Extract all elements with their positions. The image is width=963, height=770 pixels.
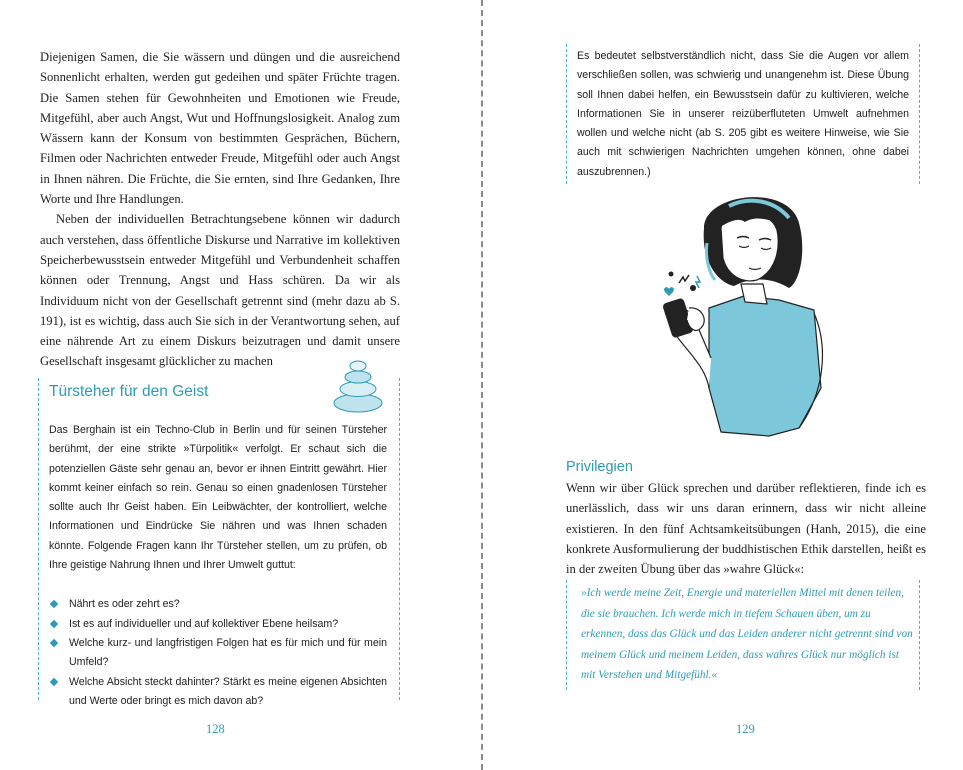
diamond-bullet-icon bbox=[50, 677, 58, 685]
list-item: Welche kurz- und langfristigen Folgen hat es für mich und für mein Umfeld? bbox=[49, 634, 387, 673]
quote-text: »Ich werde meine Zeit, Energie und materiellen Mittel mit denen teilen, die sie brauchen. Ich werde mich in tiefem Schauen üben, um zu erkennen, dass das Glück und das Leiden anderer nicht getrennt sind von meinem Glück und meinem Leiden, dass wahres Glück nur möglich ist mit Verstehen und Mitgefühl.« bbox=[581, 587, 913, 682]
box-paragraph: Das Berghain ist ein Techno-Club in Berlin und für seinen Türsteher berühmt, der eine strikte »Türpolitik« verfolgt. Er schaut sich die potenziellen Gäste sehr genau an, bevor er ihnen Eintritt gewährt. Hier kommt keiner einfach so rein. Genau so einen gnadenlosen Türsteher sollte auch Ihr Geist haben. Ein Leibwächter, der kontrolliert, welche Informationen und Eindrücke Sie nähren und was Ihnen schaden könnte. Folgende Fragen kann Ihr Türsteher stellen, um zu prüfen, ob Ihre geistige Nahrung Ihnen und Ihrer Umwelt guttut: bbox=[49, 424, 387, 572]
list-item: Ist es auf individueller und auf kollektiver Ebene heilsam? bbox=[49, 615, 387, 634]
page-number: 128 bbox=[206, 722, 225, 736]
section-heading: Privilegien bbox=[566, 459, 633, 475]
diamond-bullet-icon bbox=[50, 619, 58, 627]
page-divider bbox=[481, 0, 483, 770]
box-title: Türsteher für den Geist bbox=[49, 383, 209, 400]
info-box-continued bbox=[566, 44, 920, 184]
paragraph: Diejenigen Samen, die Sie wässern und düngen und die ausreichend Sonnenlicht erhalten, werden gut gedeihen und später Früchte tragen. Die Samen stehen für Gewohnheiten und Emotionen wie Freude, Mitgefühl, aber auch Angst, Wut und Hoffnungslosigkeit. Analog zum Wässern kann der Konsum von bestimmten Gesprächen, Büchern, Filmen oder Nachrichten entweder Freude, Mitgefühl oder auch Angst in Ihnen nähren. Die Früchte, die Sie ernten, sind Ihre Gedanken, Ihre Worte und Ihre Handlungen. bbox=[40, 50, 400, 207]
left-page bbox=[0, 0, 478, 770]
paragraph: Neben der individuellen Betrachtungsebene können wir dadurch auch verstehen, dass öffentliche Diskurse und Narrative im kollektiven Speicherbewusstsein entweder Mitgefühl und Verbundenheit schaffen können oder Trennung, Angst und Hass schüren. Da wir als Individuum nicht von der Gesellschaft getrennt sind (mehr dazu ab S. 191), ist es wichtig, dass auch Sie sich in der Verantwortung sehen, auf eine nährende Art zu einem Diskurs beizutragen und damit unsere Gesellschaft insgesamt glücklicher zu machen bbox=[40, 212, 400, 369]
left-body-text bbox=[40, 47, 400, 372]
box-text: Es bedeutet selbstverständlich nicht, dass Sie die Augen vor allem verschließen sollen, was schwierig und unangenehm ist. Diese Übung soll Ihnen dabei helfen, ein Bewusstsein dafür zu kultivieren, welche Informationen Sie in unserer reizüberfluteten Umwelt aufnehmen wollen und welche nicht (ab S. 205 gibt es weitere Hinweise, wie Sie auch mit schwierigen Nachrichten umgehen können, ohne dabei auszubrennen.) bbox=[577, 50, 909, 178]
page-number: 129 bbox=[736, 722, 755, 736]
paragraph: Wenn wir über Glück sprechen und darüber reflektieren, finde ich es unerlässlich, dass wir uns daran erinnern, dass wir nicht alleine existieren. In den fünf Achtsamkeitsübungen (Hanh, 2015), die eine konkrete Ausformulierung der buddhistischen Ethik darstellen, heißt es in der zweiten Übung über das »wahre Glück«: bbox=[566, 481, 926, 577]
box-text bbox=[49, 421, 387, 711]
list-item: Welche Absicht steckt dahinter? Stärkt es meine eigenen Absichten und Werte oder bringt es mich davon ab? bbox=[49, 673, 387, 712]
diamond-bullet-icon bbox=[50, 639, 58, 647]
diamond-bullet-icon bbox=[50, 600, 58, 608]
quote-box bbox=[566, 580, 920, 690]
right-body-text bbox=[566, 478, 926, 579]
right-page bbox=[484, 0, 963, 770]
list-item: Nährt es oder zehrt es? bbox=[49, 595, 387, 614]
woman-with-phone-illustration bbox=[649, 188, 849, 438]
info-box bbox=[38, 378, 400, 707]
question-list bbox=[49, 595, 387, 711]
